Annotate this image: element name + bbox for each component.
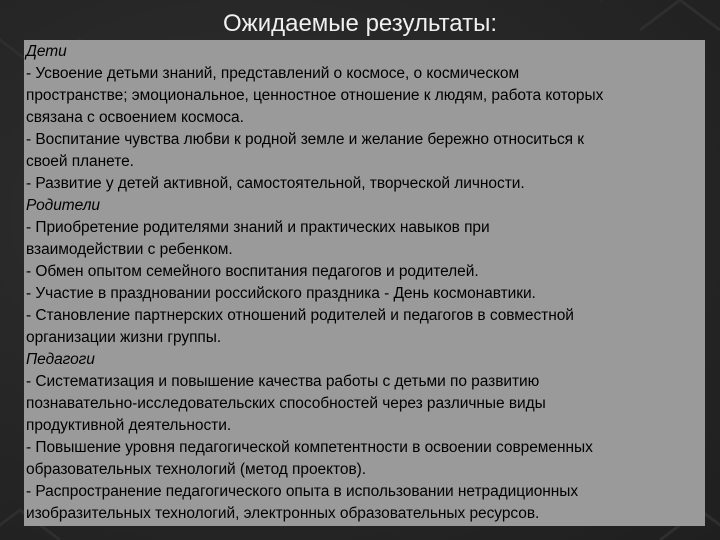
text-line: - Становление партнерских отношений родителей и педагогов в совместной — [26, 307, 574, 324]
text-line: пространстве; эмоциональное, ценностное отношение к людям, работа которых — [26, 87, 604, 104]
text-line: познавательно-исследовательских способностей через различные виды — [26, 395, 546, 412]
text-line: - Распространение педагогического опыта в использовании нетрадиционных — [26, 483, 579, 500]
text-line: организации жизни группы. — [26, 329, 222, 346]
text-line: - Систематизация и повышение качества работы с детьми по развитию — [26, 373, 540, 390]
text-line: - Воспитание чувства любви к родной земле и желание бережно относиться к — [26, 131, 585, 148]
section-heading-parents: Родители — [26, 197, 100, 214]
text-line: - Повышение уровня педагогической компетентности в освоении современных — [26, 439, 593, 456]
text-line: изобразительных технологий, электронных образовательных ресурсов. — [26, 505, 540, 522]
text-line: - Усвоение детьми знаний, представлений о космосе, о космическом — [26, 65, 520, 82]
section-heading-children: Дети — [26, 43, 67, 60]
text-line: своей планете. — [26, 153, 134, 170]
text-line: - Участие в праздновании российского праздника - День космонавтики. — [26, 285, 536, 302]
slide-title: Ожидаемые результаты: — [222, 10, 498, 37]
results-text — [26, 41, 706, 525]
text-line: - Развитие у детей активной, самостоятельной, творческой личности. — [26, 175, 525, 192]
text-line: взаимодействии с ребенком. — [26, 241, 233, 258]
text-line: образовательных технологий (метод проектов). — [26, 461, 367, 478]
section-heading-teachers: Педагоги — [26, 351, 95, 368]
text-line: связана с освоением космоса. — [26, 109, 244, 126]
text-line: - Приобретение родителями знаний и практических навыков при — [26, 219, 490, 236]
text-line: - Обмен опытом семейного воспитания педагогов и родителей. — [26, 263, 479, 280]
text-line: продуктивной деятельности. — [26, 417, 232, 434]
